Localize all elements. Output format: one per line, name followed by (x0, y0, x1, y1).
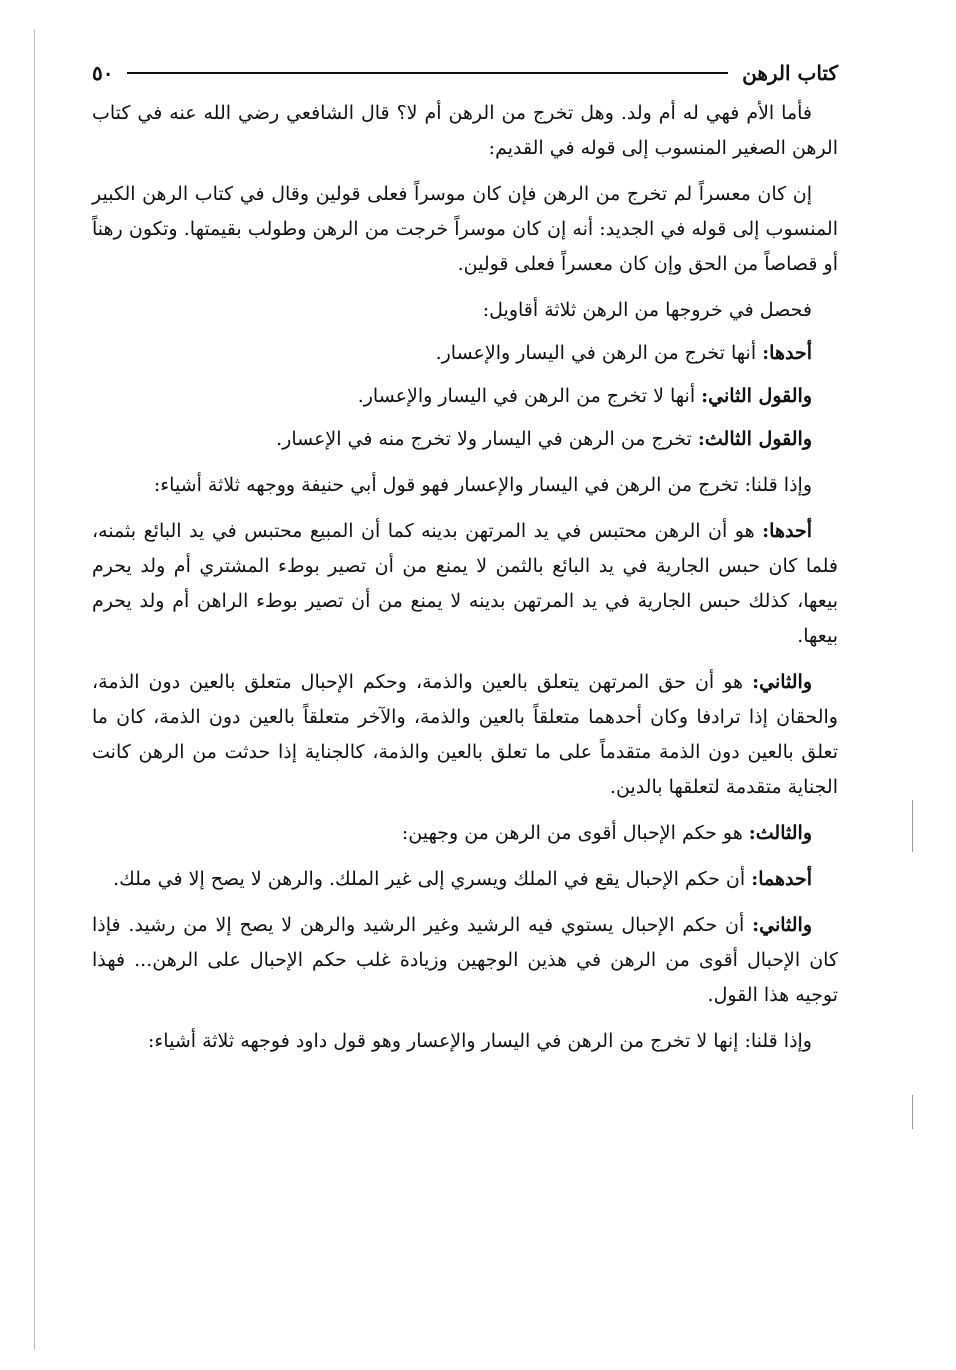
paragraph-lead: أحدها: (762, 520, 812, 542)
paragraph-lead: والثاني: (752, 914, 812, 936)
paragraph-text: فحصل في خروجها من الرهن ثلاثة أقاويل: (482, 299, 812, 321)
running-title: كتاب الرهن (742, 61, 838, 85)
running-header (92, 58, 838, 88)
page-number: ٥٠ (92, 61, 114, 85)
paragraph-lead: والثالث: (748, 822, 812, 844)
paragraph (92, 1024, 838, 1059)
paragraph (92, 908, 838, 1013)
paragraph-text: هو حكم الإحبال أقوى من الرهن من وجهين: (401, 822, 743, 844)
scan-edge-line (34, 30, 35, 1350)
scan-margin-mark (912, 800, 913, 852)
paragraph-lead: والقول الثاني: (701, 385, 812, 407)
scan-margin-mark (912, 1095, 913, 1129)
paragraph (92, 293, 838, 328)
paragraph (92, 177, 838, 282)
paragraph (92, 96, 838, 166)
main-text (92, 96, 838, 1070)
paragraph (92, 665, 838, 805)
paragraph-text: وإذا قلنا: إنها لا تخرج من الرهن في اليسار والإعسار وهو قول داود فوجهه ثلاثة أشياء: (147, 1030, 812, 1052)
paragraph-lead: أحدها: (762, 342, 812, 364)
paragraph (92, 379, 838, 414)
paragraph-text: فأما الأم فهي له أم ولد. وهل تخرج من الرهن أم لا؟ قال الشافعي رضي الله عنه في كتاب الرهن الصغير المنسوب إلى قوله في القديم: (92, 102, 838, 159)
paragraph-text: وإذا قلنا: تخرج من الرهن في اليسار والإعسار فهو قول أبي حنيفة ووجهه ثلاثة أشياء: (153, 474, 812, 496)
paragraph-text: هو أن الرهن محتبس في يد المرتهن بدينه كما أن المبيع محتبس في يد البائع بثمنه، فلما كان حبس الجارية في يد البائع بالثمن لا يمنع من أن تصير بوطء المشتري أم ولد يحرم بيعها، كذلك حبس الجارية في يد المرتهن بدينه لا يمنع من أن تصير بوطء الراهن أم ولد يحرم بيعها. (92, 520, 838, 647)
paragraph-text: تخرج من الرهن في اليسار ولا تخرج منه في الإعسار. (276, 428, 692, 450)
paragraph-text: أن حكم الإحبال يستوي فيه الرشيد وغير الرشيد والرهن لا يصح إلا من رشيد. فإذا كان الإحبال أقوى من الرهن في هذين الوجهين وزيادة غلب حكم الإحبال على الرهن... فهذا توجيه هذا القول. (92, 914, 838, 1006)
paragraph-lead: والقول الثالث: (697, 428, 812, 450)
paragraph (92, 336, 838, 371)
paragraph (92, 422, 838, 457)
paragraph-text: إن كان معسراً لم تخرج من الرهن فإن كان موسراً فعلى قولين وقال في كتاب الرهن الكبير المنسوب إلى قوله في الجديد: أنه إن كان موسراً خرجت من الرهن وطولب بقيمتها. وتكون رهناً أو قصاصاً من الحق وإن كان معسراً فعلى قولين. (92, 183, 838, 275)
paragraph (92, 862, 838, 897)
header-rule (127, 72, 728, 74)
paragraph (92, 468, 838, 503)
paragraph-lead: أحدهما: (751, 868, 812, 890)
paragraph-text: هو أن حق المرتهن يتعلق بالعين والذمة، وحكم الإحبال متعلق بالعين دون الذمة، والحقان إذا ترادفا وكان أحدهما متعلقاً بالعين والذمة، والآخر متعلقاً بالعين دون الذمة، كان ما تعلق بالعين دون الذمة متقدماً على ما تعلق بالعين والذمة، كالجناية إذا حدثت من الرهن كانت الجناية متقدمة لتعلقها بالدين. (92, 671, 838, 798)
paragraph (92, 816, 838, 851)
paragraph-text: أنها تخرج من الرهن في اليسار والإعسار. (435, 342, 757, 364)
paragraph-text: أن حكم الإحبال يقع في الملك ويسري إلى غير الملك. والرهن لا يصح إلا في ملك. (113, 868, 746, 890)
paragraph-lead: والثاني: (752, 671, 812, 693)
paragraph (92, 514, 838, 654)
paragraph-text: أنها لا تخرج من الرهن في اليسار والإعسار. (357, 385, 696, 407)
